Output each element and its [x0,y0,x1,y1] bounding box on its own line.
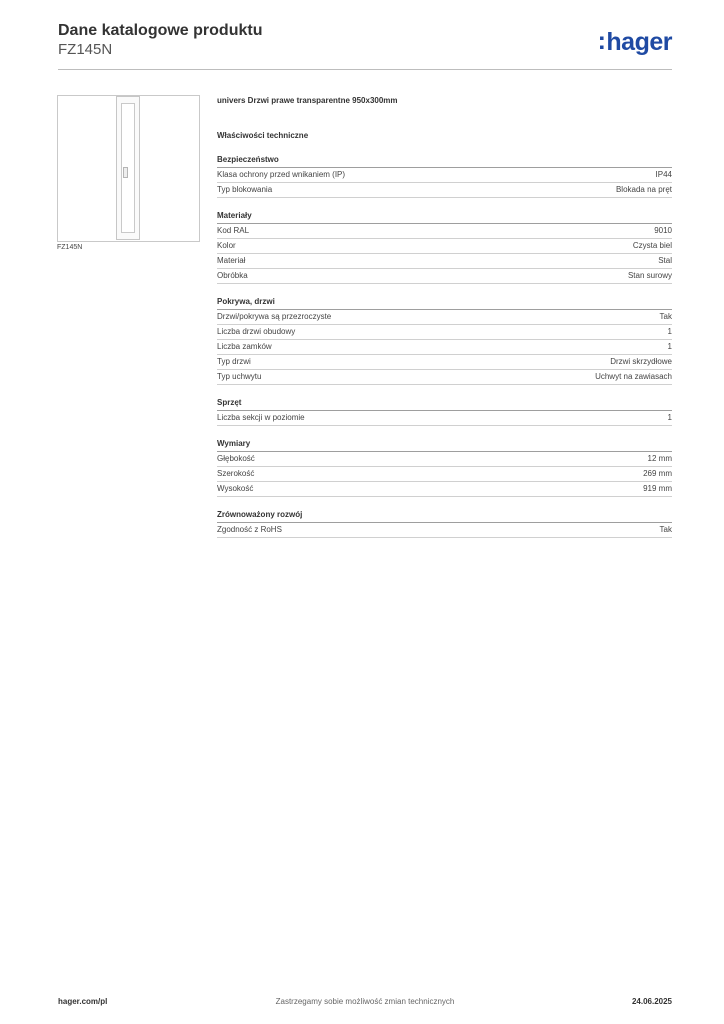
property-label: Liczba drzwi obudowy [217,327,296,336]
door-lock-icon [123,167,128,178]
property-row [217,310,672,325]
property-row [217,168,672,183]
property-label: Materiał [217,256,246,265]
property-row [217,523,672,538]
section-title: Wymiary [217,439,672,452]
property-row [217,224,672,239]
footer-url-link[interactable]: hager.com/pl [58,997,108,1006]
property-label: Typ blokowania [217,185,273,194]
property-label: Klasa ochrony przed wnikaniem (IP) [217,170,346,179]
property-value: Tak [659,525,672,534]
product-content [217,95,672,538]
page-header [58,20,672,70]
property-row [217,467,672,482]
property-value: 12 mm [647,454,672,463]
property-value: 1 [667,413,672,422]
property-row [217,254,672,269]
property-row [217,340,672,355]
property-label: Obróbka [217,271,248,280]
page-footer [58,997,672,1011]
section-title: Pokrywa, drzwi [217,297,672,310]
property-value: IP44 [655,170,672,179]
property-label: Zgodność z RoHS [217,525,282,534]
property-section [217,439,672,497]
property-label: Kolor [217,241,236,250]
property-label: Kod RAL [217,226,250,235]
property-value: Stan surowy [627,271,672,280]
header-divider [58,69,672,70]
properties-sections [217,155,672,538]
hager-logo[interactable]: :hager [597,27,672,56]
property-section [217,510,672,538]
product-code: FZ145N [58,41,113,58]
section-title: Sprzęt [217,398,672,411]
logo-text: hager [606,28,672,56]
section-title: Materiały [217,211,672,224]
product-name: univers Drzwi prawe transparentne 950x300mm [217,96,398,105]
property-label: Liczba sekcji w poziomie [217,413,305,422]
property-row [217,325,672,340]
property-value: Uchwyt na zawiasach [595,372,672,381]
section-title: Zrównoważony rozwój [217,510,672,523]
property-label: Typ uchwytu [217,372,262,381]
property-value: 269 mm [643,469,672,478]
product-image [57,95,200,242]
property-value: 1 [667,327,672,336]
property-value: Stal [658,256,672,265]
property-label: Wysokość [217,484,254,493]
properties-title: Właściwości techniczne [217,131,309,140]
document-title: Dane katalogowe produktu [58,22,263,39]
door-illustration [116,96,140,240]
property-section [217,398,672,426]
image-caption: FZ145N [57,244,83,251]
property-label: Drzwi/pokrywa są przezroczyste [217,312,332,321]
footer-note: Zastrzegamy sobie możliwość zmian technicznych [275,997,455,1006]
property-row [217,183,672,198]
property-section [217,155,672,198]
section-title: Bezpieczeństwo [217,155,672,168]
property-value: 1 [667,342,672,351]
property-row [217,482,672,497]
property-value: Blokada na pręt [615,185,672,194]
property-label: Głębokość [217,454,255,463]
property-row [217,452,672,467]
property-value: 919 mm [643,484,672,493]
property-row [217,355,672,370]
property-label: Szerokość [217,469,255,478]
property-label: Typ drzwi [217,357,251,366]
property-section [217,211,672,284]
property-section [217,297,672,385]
footer-date: 24.06.2025 [631,997,672,1006]
property-row [217,411,672,426]
property-row [217,239,672,254]
property-value: Drzwi skrzydłowe [610,357,672,366]
property-value: 9010 [654,226,672,235]
property-label: Liczba zamków [217,342,272,351]
property-value: Czysta biel [632,241,672,250]
property-value: Tak [659,312,672,321]
property-row [217,370,672,385]
property-row [217,269,672,284]
